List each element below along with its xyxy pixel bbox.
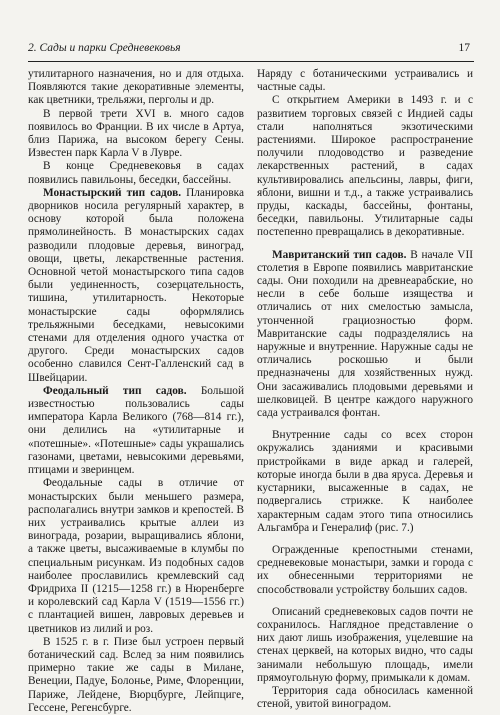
paragraph: Огражденные крепостными стенами, средневековые монастыри, замки и города с их обнесенными территориями не способствовали устройству больших садов. bbox=[257, 543, 473, 596]
paragraph: Территория сада обносилась каменной стеной, увитой виноградом. bbox=[257, 684, 473, 711]
paragraph: Феодальные сады в отличие от монастырских были меньшего размера, располагались внутри замков и крепостей. В них устраивались крытые аллеи из винограда, розарии, выращивались яблони, а также цветы, высаживаемые в клумбы по специальным рисункам. Из подобных садов наиболее прославились кремлевский сад Фридриха II (1215—1258 гг.) в Нюренберге и королевский сад Карла V (1519—1556 гг.) с плантацией вишен, лавровых деревьев и цветников из лилий и роз. bbox=[28, 477, 244, 635]
section-heading: Феодальный тип садов. bbox=[43, 384, 187, 397]
paragraph bbox=[28, 187, 244, 385]
running-header bbox=[28, 42, 474, 62]
paragraph-text: Большой известностью пользовались сады императора Карла Великого (768—814 гг.), они делились на «утилитарные и «потешные». «Потешные» сады украшались газонами, цветами, невысокими деревьями, птицами и зверинцем. bbox=[28, 384, 244, 477]
paragraph: С открытием Америки в 1493 г. и с развитием торговых связей с Индией сады стали наполняться экзотическими растениями. Широкое распространение получили плодоводство и разведение лекарственных растений, в садах культивировались апельсины, лавры, фиги, яблони, вишни и т.д., а также устраивались пруды, каскады, бассейны, фонтаны, беседки, павильоны. Утилитарные сады постепенно превращались в декоративные. bbox=[257, 94, 473, 239]
paragraph bbox=[28, 385, 244, 477]
chapter-title: 2. Сады и парки Средневековья bbox=[28, 42, 181, 54]
section-heading: Монастырский тип садов. bbox=[43, 186, 182, 199]
paragraph: В первой трети XVI в. много садов появилось во Франции. В их числе в Артуа, близ Парижа, на высоком берегу Сены. Известен парк Карла V в Лувре. bbox=[28, 107, 244, 160]
paragraph: В 1525 г. в г. Пизе был устроен первый ботанический сад. Вслед за ним появились примерно такие же сады в Милане, Венеции, Падуе, Болонье, Риме, Флоренции, Париже, Лейдене, Вюрцбурге, Лейпциге, Гессене, Регенсбурге. bbox=[28, 635, 244, 714]
right-column bbox=[257, 68, 473, 711]
paragraph-text: В начале VII столетия в Европе появились мавританские сады. Они походили на древнеарабские, но несли в себе больше изящества и отличались от них смелостью замысла, утонченной грациозностью форм. Мавританские сады подразделялись на наружные и внутренние. Наружные сады не отличались роскошью и были предназначены для хозяйственных нужд. Они засаживались плодовыми деревьями и шелковицей. В центре каждого наружного сада устраивался фонтан. bbox=[257, 248, 473, 420]
left-column bbox=[28, 68, 244, 715]
paragraph: Внутренние сады со всех сторон окружались зданиями и красивыми пристройками в виде аркад и галерей, которые иногда были в два яруса. Деревья и кустарники, высаженные в садах, не подвергались стрижке. К наиболее характерным садам этого типа относились Альгамбра и Генералиф (рис. 7.) bbox=[257, 429, 473, 534]
paragraph: В конце Средневековья в садах появились павильоны, беседки, бассейны. bbox=[28, 160, 244, 186]
paragraph: утилитарного назначения, но и для отдыха. Появляются такие декоративные элементы, как цветники, трельяжи, перголы и др. bbox=[28, 68, 244, 107]
paragraph: Описаний средневековых садов почти не сохранилось. Наглядное представление о них дают лишь изображения, уцелевшие на стенах церквей, на которых видно, что сады занимали небольшую площадь, имели прямоугольную форму, примыкали к домам. bbox=[257, 605, 473, 684]
paragraph: Наряду с ботаническими устраивались и частные сады. bbox=[257, 68, 473, 94]
section-heading: Мавританский тип садов. bbox=[272, 248, 407, 261]
paragraph-text: Планировка дворников носила регулярный характер, в основу которой была положена прямолинейность. В монастырских садах разводили плодовые деревья, виноград, овощи, цветы, лекарственные растения. Основной четой монастырского типа садов были уединенность, созерцательность, тишина, утилитарность. Некоторые монастырские сады оформлялись трельяжными беседками, невысокими стенами для отделения одного участка от другого. Среди монастырских садов особенно славился Сент-Галленский сад в Швейцарии. bbox=[28, 186, 244, 384]
paragraph bbox=[257, 249, 473, 421]
header-rule bbox=[28, 61, 474, 62]
page-number: 17 bbox=[458, 42, 470, 54]
